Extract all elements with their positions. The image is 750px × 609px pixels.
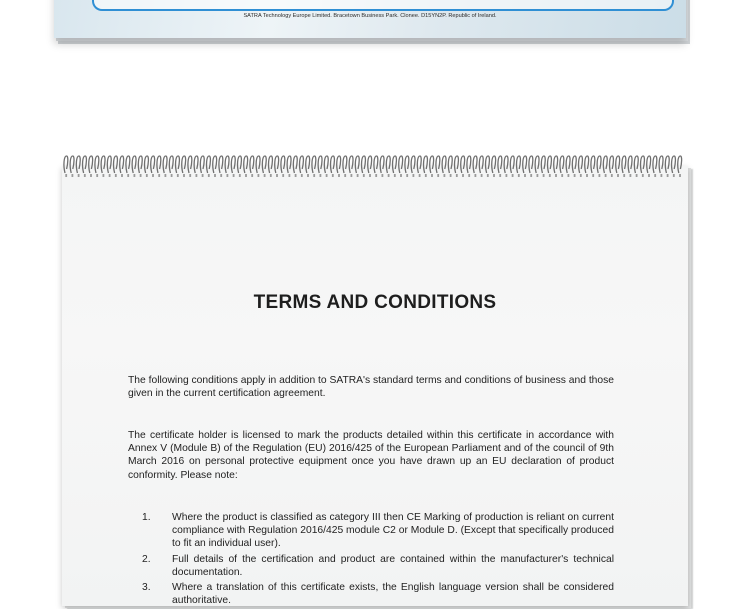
spiral-hole [214, 174, 216, 177]
spiral-coil [151, 156, 155, 173]
previous-certificate-page [54, 0, 686, 38]
spiral-hole [468, 174, 470, 177]
spiral-coil [275, 156, 279, 173]
spiral-hole [679, 174, 681, 177]
spiral-hole [661, 174, 663, 177]
spiral-hole [121, 174, 123, 177]
spiral-hole [617, 174, 619, 177]
list-item-number: 1. [142, 512, 151, 523]
spiral-coil [293, 156, 297, 173]
spiral-hole [636, 174, 638, 177]
spiral-hole [289, 174, 291, 177]
spiral-hole [177, 174, 179, 177]
spiral-hole [270, 174, 272, 177]
spiral-hole [561, 174, 563, 177]
spiral-coil [132, 156, 136, 173]
spiral-hole [506, 174, 508, 177]
spiral-hole [165, 174, 167, 177]
spiral-coil [560, 156, 564, 173]
company-address-footer: SATRA Technology Europe Limited. Bracetown Business Park. Clonee. D15YN2P. Republic of Ireland. [243, 13, 497, 19]
spiral-coil [647, 156, 651, 173]
spiral-hole [642, 174, 644, 177]
spiral-hole [419, 174, 421, 177]
spiral-coil [200, 156, 204, 173]
spiral-hole [320, 174, 322, 177]
list-item [128, 511, 614, 551]
spiral-coil [269, 156, 273, 173]
spiral-hole [307, 174, 309, 177]
spiral-coil [585, 156, 589, 173]
spiral-hole [654, 174, 656, 177]
spiral-coil [641, 156, 645, 173]
spiral-hole [437, 174, 439, 177]
spiral-hole [152, 174, 154, 177]
spiral-coil [138, 156, 142, 173]
spiral-coil [337, 156, 341, 173]
spiral-hole [444, 174, 446, 177]
spiral-hole [245, 174, 247, 177]
spiral-coil [169, 156, 173, 173]
spiral-hole [196, 174, 198, 177]
spiral-hole [462, 174, 464, 177]
spiral-coil [603, 156, 607, 173]
spiral-binding [62, 153, 688, 181]
spiral-coil [541, 156, 545, 173]
spiral-hole [251, 174, 253, 177]
spiral-hole [431, 174, 433, 177]
spiral-coil [492, 156, 496, 173]
spiral-coil [393, 156, 397, 173]
spiral-hole [338, 174, 340, 177]
spiral-coil [70, 156, 74, 173]
spiral-hole [605, 174, 607, 177]
spiral-hole [183, 174, 185, 177]
spiral-hole [475, 174, 477, 177]
spiral-coil [145, 156, 149, 173]
spiral-hole [400, 174, 402, 177]
spiral-hole [611, 174, 613, 177]
certificate-border [92, 0, 674, 11]
spiral-coil [473, 156, 477, 173]
spiral-hole [512, 174, 514, 177]
spiral-coil [417, 156, 421, 173]
spiral-coil [306, 156, 310, 173]
spiral-hole [208, 174, 210, 177]
spiral-coil [461, 156, 465, 173]
spiral-coil [207, 156, 211, 173]
spiral-coil [467, 156, 471, 173]
spiral-coil [610, 156, 614, 173]
list-item-text: Where the product is classified as category III then CE Marking of production is reliant on current compliance with Regulation 2016/425 module C2 or Module D. (Except that specifically produced to fit an individual user). [172, 512, 614, 550]
spiral-coil [442, 156, 446, 173]
list-item-text: Where a translation of this certificate exists, the English language version shall be considered authoritative. [172, 582, 614, 607]
spiral-coil [572, 156, 576, 173]
spiral-hole [158, 174, 160, 177]
spiral-hole [555, 174, 557, 177]
spiral-hole [140, 174, 142, 177]
spiral-coil [89, 156, 93, 173]
spiral-hole [351, 174, 353, 177]
spiral-hole [549, 174, 551, 177]
spiral-hole [189, 174, 191, 177]
spiral-coil [566, 156, 570, 173]
spiral-coil [157, 156, 161, 173]
spiral-coil [225, 156, 229, 173]
spiral-hole [394, 174, 396, 177]
spiral-coil [362, 156, 366, 173]
spiral-hole [276, 174, 278, 177]
spiral-hole [146, 174, 148, 177]
spiral-coil [83, 156, 87, 173]
spiral-hole [344, 174, 346, 177]
spiral-coil [448, 156, 452, 173]
spiral-coil [579, 156, 583, 173]
spiral-coil [498, 156, 502, 173]
spiral-coil [213, 156, 217, 173]
spiral-coil [64, 156, 68, 173]
spiral-coil [616, 156, 620, 173]
spiral-hole [227, 174, 229, 177]
spiral-coil [659, 156, 663, 173]
spiral-coil [554, 156, 558, 173]
spiral-coil [622, 156, 626, 173]
spiral-hole [239, 174, 241, 177]
spiral-coil [523, 156, 527, 173]
spiral-hole [388, 174, 390, 177]
spiral-coil [386, 156, 390, 173]
license-paragraph: The certificate holder is licensed to mark the products detailed within this certificate in accordance with Annex V (Module B) of the Regulation (EU) 2016/425 of the European Parliament and of the council of 9th March 2016 on personal protective equipment once you have drawn up an EU declaration of product conformity. Please note: [128, 430, 614, 481]
spiral-coil [312, 156, 316, 173]
spiral-coil [349, 156, 353, 173]
spiral-coil [76, 156, 80, 173]
spiral-coil [678, 156, 682, 173]
spiral-coil [250, 156, 254, 173]
spiral-coil [182, 156, 186, 173]
spiral-hole [599, 174, 601, 177]
spiral-hole [487, 174, 489, 177]
spiral-coil [529, 156, 533, 173]
spiral-coil [399, 156, 403, 173]
spiral-hole [84, 174, 86, 177]
spiral-coil [107, 156, 111, 173]
spiral-hole [233, 174, 235, 177]
spiral-coil [455, 156, 459, 173]
spiral-hole [574, 174, 576, 177]
spiral-hole [171, 174, 173, 177]
spiral-coil [281, 156, 285, 173]
spiral-coil [244, 156, 248, 173]
page-title: TERMS AND CONDITIONS [253, 292, 497, 313]
spiral-hole [332, 174, 334, 177]
spiral-coil [238, 156, 242, 173]
spiral-hole [375, 174, 377, 177]
spiral-coil [535, 156, 539, 173]
spiral-hole [425, 174, 427, 177]
spiral-hole [301, 174, 303, 177]
spiral-hole [282, 174, 284, 177]
spiral-hole [586, 174, 588, 177]
spiral-hole [592, 174, 594, 177]
spiral-hole [543, 174, 545, 177]
spiral-hole [65, 174, 67, 177]
spiral-hole [518, 174, 520, 177]
spiral-coil [126, 156, 130, 173]
spiral-hole [326, 174, 328, 177]
spiral-hole [258, 174, 260, 177]
spiral-coil [114, 156, 118, 173]
list-item [128, 581, 614, 607]
spiral-hole [369, 174, 371, 177]
spiral-coil [163, 156, 167, 173]
list-item [128, 553, 614, 579]
spiral-coil [120, 156, 124, 173]
spiral-hole [382, 174, 384, 177]
spiral-coil [188, 156, 192, 173]
spiral-coil [628, 156, 632, 173]
spiral-hole [568, 174, 570, 177]
list-item-number: 3. [142, 582, 151, 594]
spiral-hole [96, 174, 98, 177]
list-item-text: Full details of the certification and product are contained within the manufacturer's technical documentation. [172, 553, 614, 578]
intro-paragraph: The following conditions apply in addition to SATRA's standard terms and conditions of business and those given in the current certification agreement. [128, 375, 615, 400]
spiral-hole [450, 174, 452, 177]
spiral-hole [78, 174, 80, 177]
spiral-coil [343, 156, 347, 173]
spiral-coil [479, 156, 483, 173]
spiral-hole [530, 174, 532, 177]
spiral-coil [374, 156, 378, 173]
spiral-hole [264, 174, 266, 177]
spiral-hole [406, 174, 408, 177]
spiral-coil [380, 156, 384, 173]
spiral-coil [355, 156, 359, 173]
spiral-coil [231, 156, 235, 173]
spiral-coil [486, 156, 490, 173]
spiral-coil [634, 156, 638, 173]
spiral-coil [665, 156, 669, 173]
spiral-coil [287, 156, 291, 173]
spiral-hole [313, 174, 315, 177]
spiral-coil [411, 156, 415, 173]
spiral-hole [481, 174, 483, 177]
list-item-number: 2. [142, 553, 151, 565]
spiral-hole [134, 174, 136, 177]
spiral-coil [318, 156, 322, 173]
spiral-hole [103, 174, 105, 177]
spiral-coil [194, 156, 198, 173]
spiral-coil [95, 156, 99, 173]
spiral-coil [424, 156, 428, 173]
spiral-hole [413, 174, 415, 177]
spiral-hole [493, 174, 495, 177]
spiral-coil [262, 156, 266, 173]
spiral-coil [430, 156, 434, 173]
spiral-hole [220, 174, 222, 177]
spiral-hole [673, 174, 675, 177]
spiral-hole [537, 174, 539, 177]
spiral-coil [591, 156, 595, 173]
spiral-hole [456, 174, 458, 177]
spiral-hole [357, 174, 359, 177]
spiral-coil [324, 156, 328, 173]
spiral-coil [300, 156, 304, 173]
conditions-list [128, 511, 614, 609]
spiral-hole [630, 174, 632, 177]
spiral-coil [672, 156, 676, 173]
spiral-hole [667, 174, 669, 177]
spiral-hole [115, 174, 117, 177]
spiral-coil [176, 156, 180, 173]
spiral-coil [256, 156, 260, 173]
spiral-hole [648, 174, 650, 177]
spiral-coil [548, 156, 552, 173]
spiral-hole [109, 174, 111, 177]
spiral-hole [623, 174, 625, 177]
spiral-hole [90, 174, 92, 177]
spiral-coil [405, 156, 409, 173]
spiral-hole [580, 174, 582, 177]
spiral-hole [499, 174, 501, 177]
spiral-coil [597, 156, 601, 173]
spiral-hole [202, 174, 204, 177]
spiral-hole [72, 174, 74, 177]
spiral-hole [524, 174, 526, 177]
spiral-coil [219, 156, 223, 173]
spiral-coil [331, 156, 335, 173]
spiral-hole [127, 174, 129, 177]
spiral-coil [653, 156, 657, 173]
spiral-coil [517, 156, 521, 173]
spiral-coil [368, 156, 372, 173]
spiral-hole [295, 174, 297, 177]
spiral-hole [363, 174, 365, 177]
spiral-coil [510, 156, 514, 173]
spiral-coil [101, 156, 105, 173]
spiral-coil [436, 156, 440, 173]
spiral-coil [504, 156, 508, 173]
